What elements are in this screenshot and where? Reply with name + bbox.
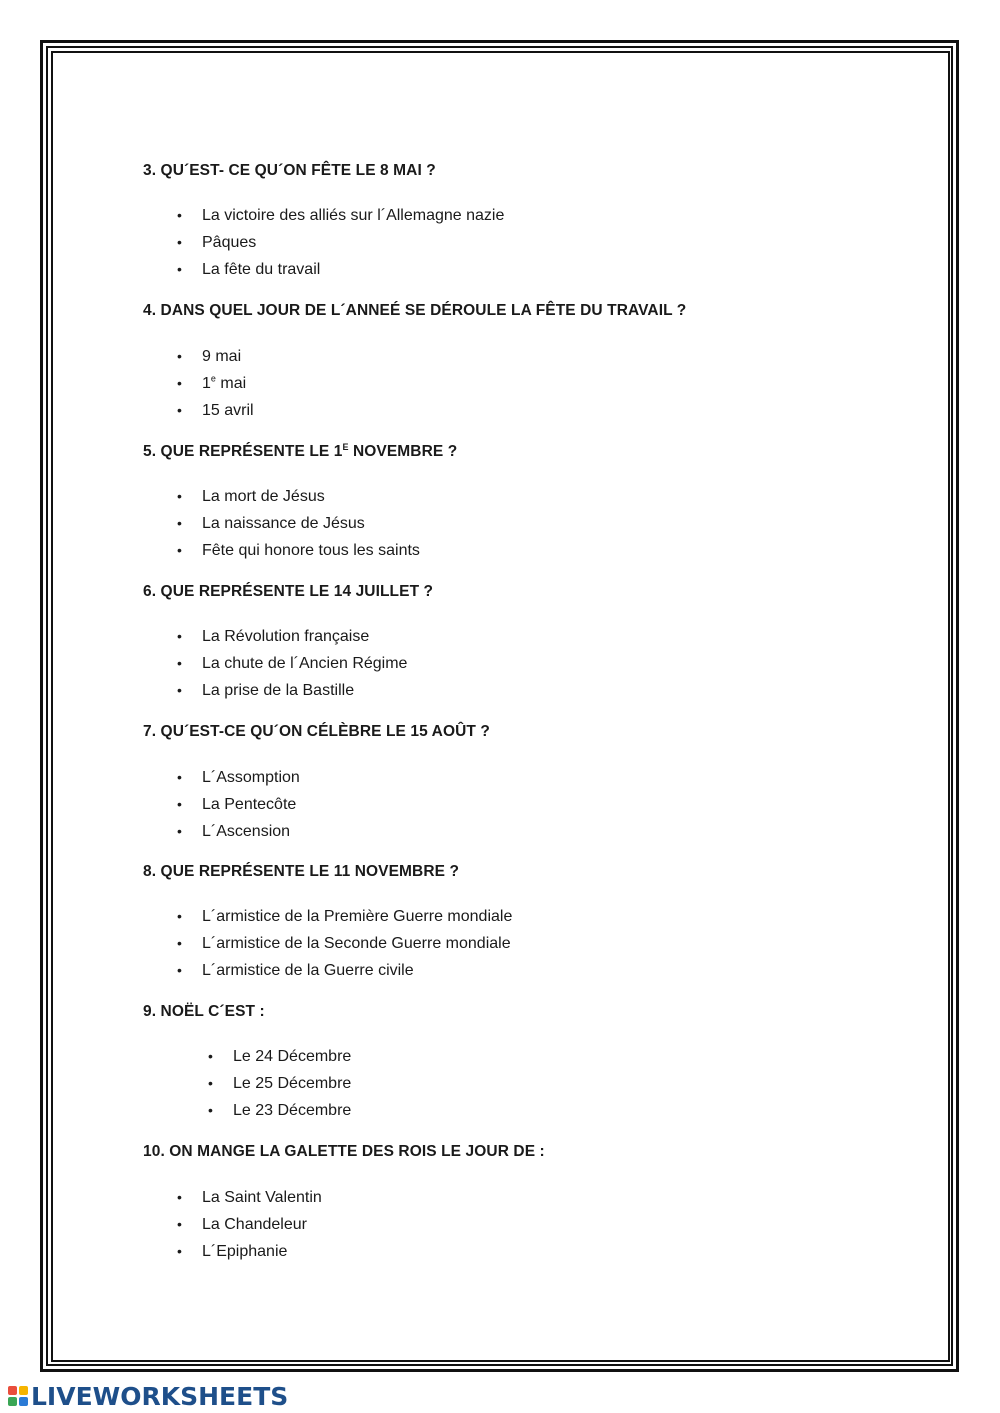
bullet-icon: • xyxy=(177,628,182,644)
bullet-icon: • xyxy=(177,207,182,223)
question-9-title: 9. NOËL C´EST : xyxy=(143,1003,265,1020)
option-item[interactable] xyxy=(177,483,420,510)
bullet-icon: • xyxy=(177,1243,182,1259)
logo-block-green xyxy=(8,1397,17,1406)
question-7-options xyxy=(177,764,300,845)
option-label-suffix: mai xyxy=(215,375,247,392)
option-label-superscript: e xyxy=(210,373,216,384)
option-label: La naissance de Jésus xyxy=(202,515,365,532)
question-5-options xyxy=(177,483,420,564)
question-5-title-pre: 5. QUE REPRÉSENTE LE 1 xyxy=(143,443,343,460)
question-5-title-superscript: E xyxy=(342,441,349,452)
option-item[interactable] xyxy=(177,202,505,229)
option-item[interactable] xyxy=(177,791,300,818)
option-label: 15 avril xyxy=(202,402,254,419)
bullet-icon: • xyxy=(208,1048,213,1064)
bullet-icon: • xyxy=(177,935,182,951)
option-label: La Saint Valentin xyxy=(202,1189,322,1206)
question-8-options xyxy=(177,903,513,984)
option-item[interactable] xyxy=(177,1211,322,1238)
question-3-options xyxy=(177,202,505,283)
bullet-icon: • xyxy=(177,796,182,812)
bullet-icon: • xyxy=(177,488,182,504)
option-label: L´armistice de la Seconde Guerre mondiale xyxy=(202,935,511,952)
option-label: Fête qui honore tous les saints xyxy=(202,542,420,559)
option-item[interactable] xyxy=(177,1184,322,1211)
question-10-title: 10. ON MANGE LA GALETTE DES ROIS LE JOUR DE : xyxy=(143,1143,545,1160)
bullet-icon: • xyxy=(177,1216,182,1232)
bullet-icon: • xyxy=(177,375,182,391)
option-item[interactable] xyxy=(177,957,512,984)
option-label: La Pentecôte xyxy=(202,796,297,813)
bullet-icon: • xyxy=(177,542,182,558)
option-label: Pâques xyxy=(202,234,257,251)
question-3-title: 3. QU´EST- CE QU´ON FÊTE LE 8 MAI ? xyxy=(143,162,436,179)
logo-blocks-icon xyxy=(8,1386,28,1406)
bullet-icon: • xyxy=(177,402,182,418)
option-item[interactable] xyxy=(177,397,254,424)
option-item[interactable] xyxy=(177,650,408,677)
option-item[interactable] xyxy=(208,1043,352,1070)
option-label: L´Ascension xyxy=(202,823,291,840)
option-label: La fête du travail xyxy=(202,261,321,278)
option-label: La Révolution française xyxy=(202,628,370,645)
bullet-icon: • xyxy=(208,1102,213,1118)
question-7-title: 7. QU´EST-CE QU´ON CÉLÈBRE LE 15 AOÛT ? xyxy=(143,723,490,740)
option-label: La prise de la Bastille xyxy=(202,682,355,699)
option-label-number: 1 xyxy=(202,375,211,392)
option-label: Le 23 Décembre xyxy=(233,1102,352,1119)
question-6-title: 6. QUE REPRÉSENTE LE 14 JUILLET ? xyxy=(143,583,434,600)
logo-block-blue xyxy=(19,1397,28,1406)
option-item[interactable] xyxy=(208,1097,352,1124)
bullet-icon: • xyxy=(177,261,182,277)
bullet-icon: • xyxy=(177,234,182,250)
option-label: L´Epiphanie xyxy=(202,1243,288,1260)
option-label: Le 25 Décembre xyxy=(233,1075,352,1092)
question-5-title-post: NOVEMBRE ? xyxy=(348,443,458,460)
option-item[interactable] xyxy=(177,1238,322,1265)
bullet-icon: • xyxy=(177,515,182,531)
option-label: Le 24 Décembre xyxy=(233,1048,352,1065)
bullet-icon: • xyxy=(177,655,182,671)
option-item[interactable] xyxy=(177,537,420,564)
option-label: La mort de Jésus xyxy=(202,488,325,505)
option-item[interactable] xyxy=(177,903,513,930)
logo-text: LIVEWORKSHEETS xyxy=(31,1381,289,1411)
option-item[interactable] xyxy=(177,623,407,650)
question-4-title: 4. DANS QUEL JOUR DE L´ANNEÉ SE DÉROULE LA FÊTE DU TRAVAIL ? xyxy=(143,302,687,319)
question-10-options xyxy=(177,1184,322,1265)
question-4-options xyxy=(177,343,254,424)
bullet-icon: • xyxy=(177,769,182,785)
bullet-icon: • xyxy=(177,682,182,698)
option-label: La victoire des alliés sur l´Allemagne nazie xyxy=(202,207,505,224)
logo-block-red xyxy=(8,1386,17,1395)
bullet-icon: • xyxy=(208,1075,213,1091)
option-item[interactable] xyxy=(177,930,512,957)
option-label: 9 mai xyxy=(202,348,242,365)
option-label: L´Assomption xyxy=(202,769,300,786)
bullet-icon: • xyxy=(177,962,182,978)
question-9-options xyxy=(208,1043,352,1124)
option-label: La Chandeleur xyxy=(202,1216,307,1233)
option-label xyxy=(202,375,246,392)
option-item[interactable] xyxy=(177,818,300,845)
option-item[interactable] xyxy=(177,343,254,370)
option-item[interactable] xyxy=(177,677,407,704)
logo-block-yellow xyxy=(19,1386,28,1395)
option-item[interactable] xyxy=(208,1070,352,1097)
option-item[interactable] xyxy=(177,510,420,537)
option-label: L´armistice de la Première Guerre mondiale xyxy=(202,908,513,925)
option-item[interactable] xyxy=(177,256,504,283)
option-item[interactable] xyxy=(177,370,254,397)
option-item[interactable] xyxy=(177,764,300,791)
bullet-icon: • xyxy=(177,348,182,364)
question-8-title: 8. QUE REPRÉSENTE LE 11 NOVEMBRE ? xyxy=(143,863,460,880)
option-label: L´armistice de la Guerre civile xyxy=(202,962,414,979)
liveworksheets-logo[interactable] xyxy=(8,1380,288,1412)
option-label: La chute de l´Ancien Régime xyxy=(202,655,408,672)
option-item[interactable] xyxy=(177,229,504,256)
bullet-icon: • xyxy=(177,1189,182,1205)
question-5-title xyxy=(143,443,457,461)
question-6-options xyxy=(177,623,408,704)
bullet-icon: • xyxy=(177,823,182,839)
bullet-icon: • xyxy=(177,908,182,924)
